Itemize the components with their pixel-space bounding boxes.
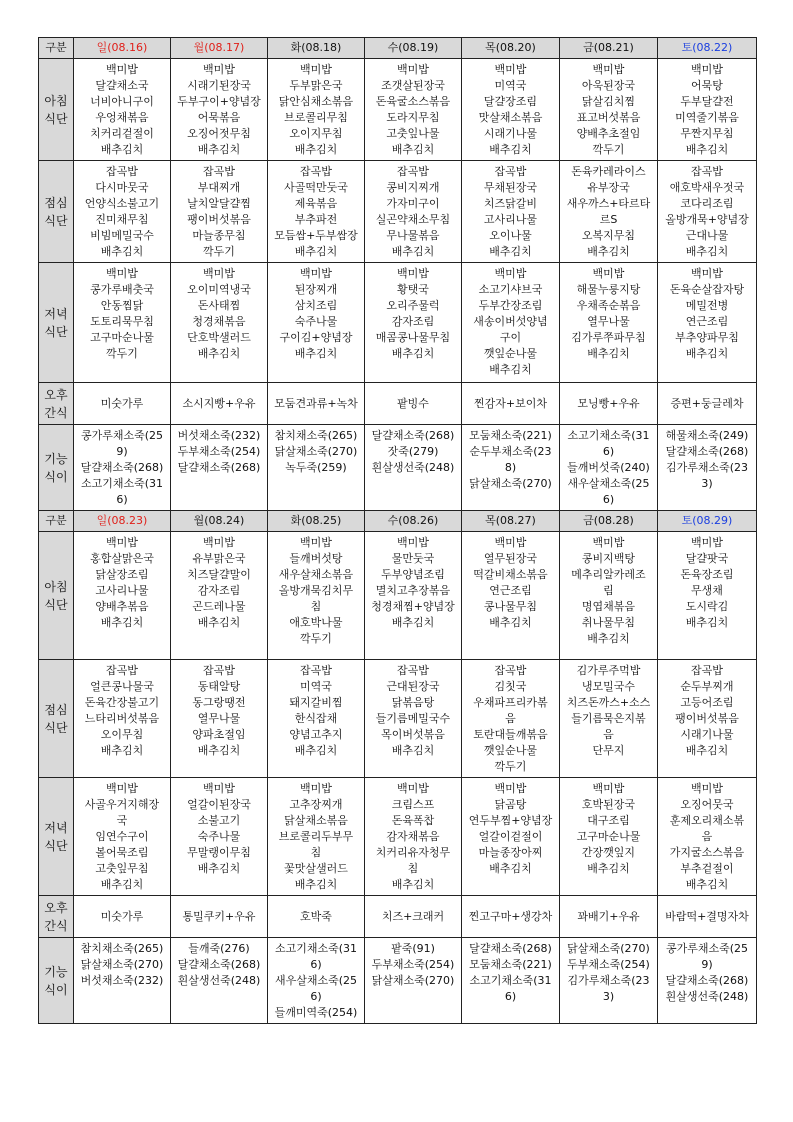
menu-cell: 백미밥 달걀채소국 너비아니구이 우엉채볶음 치커리겉절이 배추김치 [74,59,171,161]
menu-cell: 백미밥 조갯살된장국 돈육굴소스볶음 도라지무침 고춧잎나물 배추김치 [365,59,462,161]
menu-cell: 백미밥 닭곰탕 연두부찜+양념장 얼갈이겉절이 마늘종장아찌 배추김치 [462,778,560,896]
day-header: 수(08.19) [365,38,462,59]
menu-cell: 잡곡밥 부대찌개 날치알달걀찜 팽이버섯볶음 마늘종무침 깍두기 [171,161,268,263]
meal-row-dinner [39,263,757,383]
menu-cell: 김가루주먹밥 냉모밀국수 치즈돈까스+소스 들기름묵은지볶 음 단무지 [560,660,658,778]
menu-cell: 잡곡밥 콩비지찌개 가자미구이 실곤약채소무침 무나물볶음 배추김치 [365,161,462,263]
menu-cell: 찐고구마+생강차 [462,896,560,938]
menu-cell: 모둠견과류+녹차 [268,383,365,425]
meal-row-breakfast [39,59,757,161]
menu-cell: 백미밥 콩가루배춧국 안동찜닭 도토리묵무침 고구마순나물 깍두기 [74,263,171,383]
menu-cell: 잡곡밥 애호박새우젓국 코다리조림 올방개묵+양념장 근대나물 배추김치 [658,161,757,263]
menu-cell: 소고기채소죽(31 6) 들깨버섯죽(240) 새우살채소죽(25 6) [560,425,658,511]
menu-cell: 백미밥 미역국 달걀장조림 맛살채소볶음 시래기나물 배추김치 [462,59,560,161]
category-header: 구분 [39,38,74,59]
menu-cell: 백미밥 어묵탕 두부달걀전 미역줄기볶음 무짠지무침 배추김치 [658,59,757,161]
menu-cell: 바람떡+결명자차 [658,896,757,938]
menu-cell: 소시지빵+우유 [171,383,268,425]
menu-cell: 미숫가루 [74,383,171,425]
menu-cell: 백미밥 아욱된장국 닭살김치찜 표고버섯볶음 양배추초절임 깍두기 [560,59,658,161]
meal-row-lunch [39,660,757,778]
menu-cell: 해물채소죽(249) 달걀채소죽(268) 김가루채소죽(23 3) [658,425,757,511]
menu-cell: 백미밥 고추장찌개 닭살채소볶음 브로콜리두부무 침 꽃맛살샐러드 배추김치 [268,778,365,896]
menu-cell: 달걀채소죽(268) 모둠채소죽(221) 소고기채소죽(31 6) [462,938,560,1024]
menu-cell: 버섯채소죽(232) 두부채소죽(254) 달걀채소죽(268) [171,425,268,511]
meal-type-label: 저녁 식단 [39,778,74,896]
menu-cell: 백미밥 시래기된장국 두부구이+양념장 어묵볶음 오징어젓무침 배추김치 [171,59,268,161]
menu-cell: 꽈배기+우유 [560,896,658,938]
menu-cell: 닭살채소죽(270) 두부채소죽(254) 김가루채소죽(23 3) [560,938,658,1024]
menu-cell: 잡곡밥 사골떡만둣국 제육볶음 부추파전 모듬쌈+두부쌈장 배추김치 [268,161,365,263]
meal-type-label: 기능 식이 [39,938,74,1024]
category-header: 구분 [39,511,74,532]
menu-cell: 백미밥 얼갈이된장국 소불고기 숙주나물 무말랭이무침 배추김치 [171,778,268,896]
menu-cell: 백미밥 크림스프 돈육폭찹 감자채볶음 치커리유자청무 침 배추김치 [365,778,462,896]
meal-type-label: 아침 식단 [39,59,74,161]
day-header: 토(08.22) [658,38,757,59]
meal-row-breakfast [39,532,757,660]
menu-cell: 백미밥 콩비지백탕 메추리알카레조 림 명엽채볶음 취나물무침 배추김치 [560,532,658,660]
day-header: 월(08.17) [171,38,268,59]
menu-cell: 백미밥 소고기샤브국 두부간장조림 새송이버섯양념 구이 깻잎순나물 배추김치 [462,263,560,383]
menu-cell: 팥빙수 [365,383,462,425]
menu-cell: 백미밥 호박된장국 대구조림 고구마순나물 간장깻잎지 배추김치 [560,778,658,896]
weekly-meal-menu-table [38,37,757,1024]
day-header: 화(08.25) [268,511,365,532]
menu-cell: 달걀채소죽(268) 잣죽(279) 흰살생선죽(248) [365,425,462,511]
menu-cell: 백미밥 된장찌개 삼치조림 숙주나물 구이김+양념장 배추김치 [268,263,365,383]
menu-cell: 잡곡밥 다시마뭇국 언양식소불고기 진미채무침 비빔메밀국수 배추김치 [74,161,171,263]
menu-cell: 잡곡밥 동태알탕 동그랑땡전 열무나물 양파초절임 배추김치 [171,660,268,778]
menu-cell: 백미밥 오징어뭇국 훈제오리채소볶 음 가지굴소스볶음 부추겉절이 배추김치 [658,778,757,896]
day-header: 월(08.24) [171,511,268,532]
week-header-row [39,511,757,532]
menu-cell: 팥죽(91) 두부채소죽(254) 닭살채소죽(270) [365,938,462,1024]
menu-cell: 미숫가루 [74,896,171,938]
menu-cell: 치즈+크래커 [365,896,462,938]
menu-cell: 콩가루채소죽(25 9) 달걀채소죽(268) 소고기채소죽(31 6) [74,425,171,511]
meal-row-dinner [39,778,757,896]
menu-cell: 참치채소죽(265) 닭살채소죽(270) 버섯채소죽(232) [74,938,171,1024]
menu-cell: 백미밥 돈육순살잡자탕 메밀전병 연근조림 부추양파무침 배추김치 [658,263,757,383]
meal-type-label: 저녁 식단 [39,263,74,383]
day-header: 금(08.28) [560,511,658,532]
menu-cell: 참치채소죽(265) 닭살채소죽(270) 녹두죽(259) [268,425,365,511]
menu-cell: 백미밥 유부맑은국 치즈달걀말이 감자조림 곤드레나물 배추김치 [171,532,268,660]
meal-type-label: 오후 간식 [39,896,74,938]
menu-cell: 백미밥 두부맑은국 닭안심채소볶음 브로콜리무침 오이지무침 배추김치 [268,59,365,161]
menu-cell: 돈육카레라이스 유부장국 새우까스+타르타 르S 오복지무침 배추김치 [560,161,658,263]
meal-type-label: 아침 식단 [39,532,74,660]
menu-cell: 백미밥 홍합살맑은국 닭살장조림 고사리나물 양배추볶음 배추김치 [74,532,171,660]
menu-cell: 백미밥 들깨버섯탕 새우살채소볶음 올방개묵김치무 침 애호박나물 깍두기 [268,532,365,660]
meal-type-label: 오후 간식 [39,383,74,425]
day-header: 금(08.21) [560,38,658,59]
day-header: 일(08.16) [74,38,171,59]
day-header: 일(08.23) [74,511,171,532]
menu-cell: 잡곡밥 김칫국 우채파프리카볶 음 토란대들깨볶음 깻잎순나물 깍두기 [462,660,560,778]
menu-cell: 호박죽 [268,896,365,938]
day-header: 목(08.27) [462,511,560,532]
menu-cell: 잡곡밥 근대된장국 닭볶음탕 들기름메밀국수 목이버섯볶음 배추김치 [365,660,462,778]
menu-cell: 백미밥 달걀팟국 돈육장조림 무생채 도시락김 배추김치 [658,532,757,660]
menu-cell: 들깨죽(276) 달걀채소죽(268) 흰살생선죽(248) [171,938,268,1024]
menu-cell: 모둠채소죽(221) 순두부채소죽(23 8) 닭살채소죽(270) [462,425,560,511]
menu-cell: 소고기채소죽(31 6) 새우살채소죽(25 6) 들깨미역죽(254) [268,938,365,1024]
meal-row-snack [39,383,757,425]
meal-type-label: 기능 식이 [39,425,74,511]
menu-cell: 백미밥 물만둣국 두부양념조림 멸치고추장볶음 청경채찜+양념장 배추김치 [365,532,462,660]
menu-cell: 백미밥 열무된장국 떡갈비채소볶음 연근조림 콩나물무침 배추김치 [462,532,560,660]
menu-cell: 잡곡밥 미역국 돼지갈비찜 한식잡채 양념고추지 배추김치 [268,660,365,778]
meal-row-lunch [39,161,757,263]
menu-cell: 백미밥 해물누룽지탕 우채족순볶음 열무나물 김가루쭈파무침 배추김치 [560,263,658,383]
menu-cell: 모닝빵+우유 [560,383,658,425]
menu-cell: 잡곡밥 얼큰콩나물국 돈육간장불고기 느타리버섯볶음 오이무침 배추김치 [74,660,171,778]
day-header: 토(08.29) [658,511,757,532]
meal-type-label: 점심 식단 [39,161,74,263]
meal-row-special-diet [39,938,757,1024]
meal-type-label: 점심 식단 [39,660,74,778]
day-header: 화(08.18) [268,38,365,59]
meal-row-special-diet [39,425,757,511]
menu-cell: 잡곡밥 순두부찌개 고등어조림 팽이버섯볶음 시래기나물 배추김치 [658,660,757,778]
menu-cell: 콩가루채소죽(25 9) 달걀채소죽(268) 흰살생선죽(248) [658,938,757,1024]
meal-row-snack [39,896,757,938]
menu-cell: 잡곡밥 무채된장국 치즈닭갈비 고사리나물 오이나물 배추김치 [462,161,560,263]
menu-cell: 통밀쿠키+우유 [171,896,268,938]
menu-cell: 증편+둥글레차 [658,383,757,425]
day-header: 수(08.26) [365,511,462,532]
menu-cell: 백미밥 사골우거지해장 국 임연수구이 볼어묵조림 고춧잎무침 배추김치 [74,778,171,896]
menu-cell: 백미밥 오이미역냉국 돈사태찜 청경채볶음 단호박샐러드 배추김치 [171,263,268,383]
menu-cell: 백미밥 황탯국 오리주물럭 감자조림 매콤콩나물무침 배추김치 [365,263,462,383]
day-header: 목(08.20) [462,38,560,59]
menu-cell: 찐감자+보이차 [462,383,560,425]
week-header-row [39,38,757,59]
